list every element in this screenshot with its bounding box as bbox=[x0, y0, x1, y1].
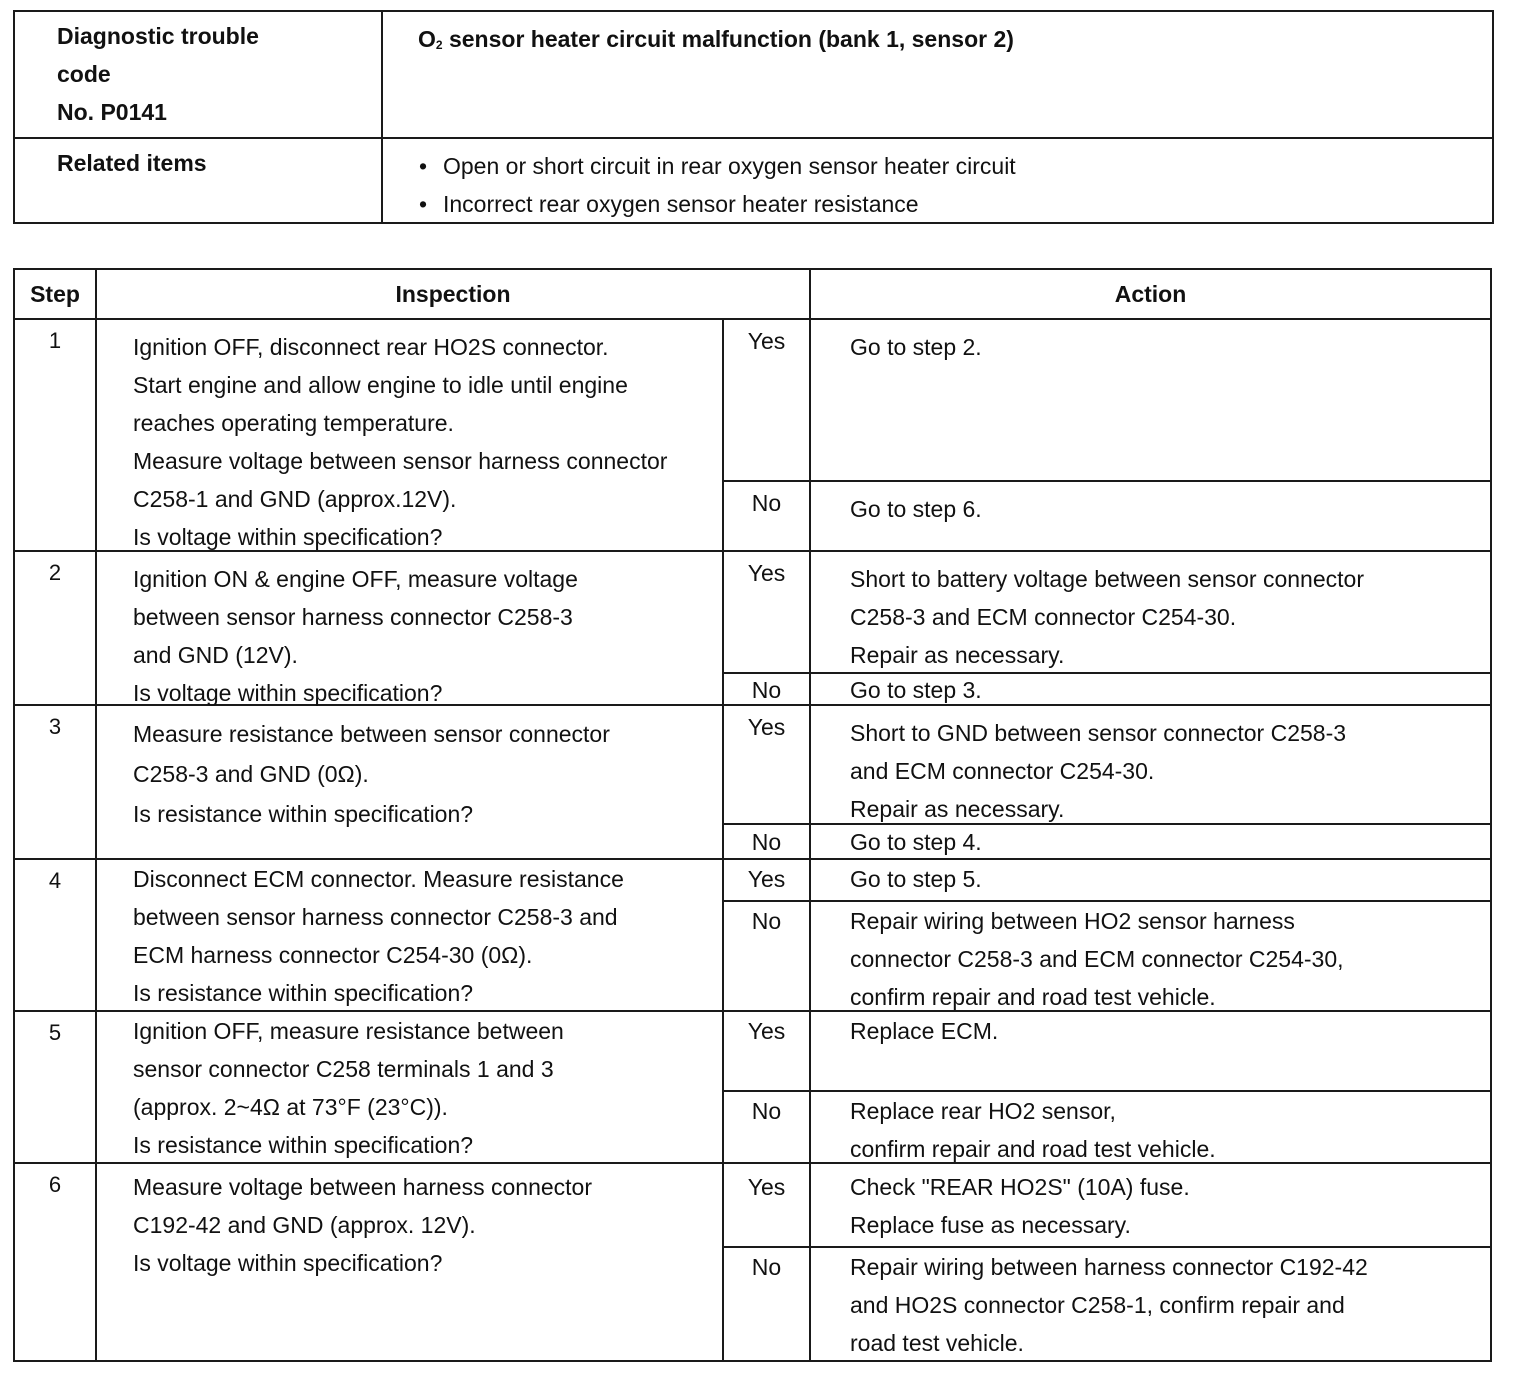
related-items-list bbox=[418, 147, 1492, 223]
no-label: No bbox=[724, 674, 811, 704]
step-inspection bbox=[97, 706, 724, 858]
dtc-title-cell bbox=[383, 12, 1492, 137]
inspection-line: C258-3 and GND (0Ω). bbox=[133, 761, 369, 787]
dtc-code-row bbox=[15, 12, 1492, 139]
yes-action bbox=[811, 706, 1490, 823]
inspection-line: Is voltage within specification? bbox=[133, 680, 443, 706]
step-inspection bbox=[97, 320, 724, 550]
yes-action bbox=[811, 320, 1490, 480]
step-number: 4 bbox=[15, 860, 97, 1010]
inspection-line: C258-1 and GND (approx.12V). bbox=[133, 486, 457, 512]
no-action bbox=[811, 1092, 1490, 1162]
step-number: 1 bbox=[15, 320, 97, 550]
answer-yes bbox=[724, 320, 1490, 480]
no-action bbox=[811, 482, 1490, 550]
inspection-line: Measure resistance between sensor connector bbox=[133, 721, 610, 747]
related-item: • Open or short circuit in rear oxygen sensor heater circuit bbox=[418, 147, 1492, 185]
no-action bbox=[811, 1248, 1490, 1360]
yes-label: Yes bbox=[724, 320, 811, 480]
inspection-line: between sensor harness connector C258-3 bbox=[133, 604, 573, 630]
action-line: and HO2S connector C258-1, confirm repair and bbox=[850, 1292, 1345, 1318]
answer-no bbox=[724, 672, 1490, 704]
answer-yes bbox=[724, 552, 1490, 672]
inspection-line: Ignition OFF, measure resistance between bbox=[133, 1018, 564, 1044]
inspection-line: Disconnect ECM connector. Measure resistance bbox=[133, 866, 624, 892]
inspection-line: Is resistance within specification? bbox=[133, 980, 474, 1006]
column-header-step: Step bbox=[15, 270, 97, 320]
diagnostic-steps-table bbox=[13, 268, 1492, 1362]
no-action bbox=[811, 825, 1490, 858]
answer-yes bbox=[724, 1012, 1490, 1090]
dtc-title-subscript: 2 bbox=[435, 38, 443, 52]
inspection-line: Ignition ON & engine OFF, measure voltage bbox=[133, 566, 578, 592]
inspection-line: between sensor harness connector C258-3 and bbox=[133, 904, 618, 930]
yes-label: Yes bbox=[724, 1164, 811, 1246]
no-action bbox=[811, 674, 1490, 704]
inspection-line: sensor connector C258 terminals 1 and 3 bbox=[133, 1056, 554, 1082]
inspection-line: Measure voltage between sensor harness connector bbox=[133, 448, 668, 474]
action-line: confirm repair and road test vehicle. bbox=[850, 984, 1216, 1010]
yes-label: Yes bbox=[724, 1012, 811, 1090]
action-line: C258-3 and ECM connector C254-30. bbox=[850, 604, 1237, 630]
dtc-label-line: code bbox=[57, 61, 111, 87]
answer-no bbox=[724, 1090, 1490, 1162]
step-inspection bbox=[97, 860, 724, 1010]
inspection-line: reaches operating temperature. bbox=[133, 410, 454, 436]
step-inspection bbox=[97, 1012, 724, 1162]
action-line: connector C258-3 and ECM connector C254-30, bbox=[850, 946, 1344, 972]
step-inspection bbox=[97, 1164, 724, 1360]
action-line: Go to step 5. bbox=[850, 866, 982, 892]
step-inspection bbox=[97, 552, 724, 704]
step-row-2 bbox=[15, 552, 1490, 706]
no-label: No bbox=[724, 902, 811, 1010]
answer-no bbox=[724, 823, 1490, 858]
action-line: Go to step 4. bbox=[850, 829, 982, 855]
yes-action bbox=[811, 552, 1490, 672]
action-line: Repair as necessary. bbox=[850, 642, 1065, 668]
inspection-line: Measure voltage between harness connector bbox=[133, 1174, 593, 1200]
step-row-4 bbox=[15, 860, 1490, 1012]
related-label-text: Related items bbox=[57, 150, 207, 176]
yes-label: Yes bbox=[724, 552, 811, 672]
inspection-line: Is voltage within specification? bbox=[133, 524, 443, 550]
inspection-line: ECM harness connector C254-30 (0Ω). bbox=[133, 942, 533, 968]
answer-yes bbox=[724, 1164, 1490, 1246]
related-items-cell bbox=[383, 139, 1492, 222]
inspection-line: C192-42 and GND (approx. 12V). bbox=[133, 1212, 476, 1238]
no-label: No bbox=[724, 482, 811, 550]
yes-label: Yes bbox=[724, 706, 811, 823]
action-line: Replace ECM. bbox=[850, 1018, 999, 1044]
action-line: Check "REAR HO2S" (10A) fuse. bbox=[850, 1174, 1190, 1200]
action-line: and ECM connector C254-30. bbox=[850, 758, 1155, 784]
dtc-code-label bbox=[15, 12, 383, 137]
column-header-action: Action bbox=[811, 270, 1490, 320]
step-number: 5 bbox=[15, 1012, 97, 1162]
no-label: No bbox=[724, 825, 811, 858]
column-header-inspection: Inspection bbox=[97, 270, 811, 320]
dtc-label-line: No. P0141 bbox=[57, 99, 167, 125]
dtc-title-prefix: O bbox=[418, 26, 436, 52]
inspection-line: and GND (12V). bbox=[133, 642, 298, 668]
step-number: 6 bbox=[15, 1164, 97, 1360]
answer-no bbox=[724, 480, 1490, 550]
no-action bbox=[811, 902, 1490, 1010]
step-number: 3 bbox=[15, 706, 97, 858]
inspection-line: Ignition OFF, disconnect rear HO2S connector. bbox=[133, 334, 609, 360]
step-row-1 bbox=[15, 320, 1490, 552]
action-line: Short to GND between sensor connector C258-3 bbox=[850, 720, 1347, 746]
action-line: Go to step 6. bbox=[850, 496, 982, 522]
yes-action bbox=[811, 1164, 1490, 1246]
action-line: Repair as necessary. bbox=[850, 796, 1065, 822]
yes-action bbox=[811, 1012, 1490, 1090]
action-line: Replace rear HO2 sensor, bbox=[850, 1098, 1116, 1124]
related-items-label bbox=[15, 139, 383, 222]
inspection-line: Start engine and allow engine to idle until engine bbox=[133, 372, 628, 398]
answer-yes bbox=[724, 706, 1490, 823]
action-line: Repair wiring between harness connector C192-42 bbox=[850, 1254, 1368, 1280]
inspection-line: (approx. 2~4Ω at 73°F (23°C)). bbox=[133, 1094, 448, 1120]
answer-yes bbox=[724, 860, 1490, 900]
yes-label: Yes bbox=[724, 860, 811, 900]
dtc-title bbox=[418, 26, 1014, 52]
yes-action bbox=[811, 860, 1490, 900]
action-line: Go to step 2. bbox=[850, 334, 982, 360]
action-line: Replace fuse as necessary. bbox=[850, 1212, 1131, 1238]
answer-no bbox=[724, 1246, 1490, 1360]
step-row-3 bbox=[15, 706, 1490, 860]
answer-no bbox=[724, 900, 1490, 1010]
action-line: road test vehicle. bbox=[850, 1330, 1024, 1356]
action-line: Repair wiring between HO2 sensor harness bbox=[850, 908, 1295, 934]
inspection-line: Is resistance within specification? bbox=[133, 1132, 474, 1158]
inspection-line: Is voltage within specification? bbox=[133, 1250, 443, 1276]
no-label: No bbox=[724, 1092, 811, 1162]
related-item: • Incorrect rear oxygen sensor heater resistance bbox=[418, 185, 1492, 223]
step-number: 2 bbox=[15, 552, 97, 704]
no-label: No bbox=[724, 1248, 811, 1360]
dtc-title-rest: sensor heater circuit malfunction (bank 1, sensor 2) bbox=[442, 26, 1014, 52]
dtc-header-table bbox=[13, 10, 1494, 224]
dtc-label-line: Diagnostic trouble bbox=[57, 23, 259, 49]
step-row-6 bbox=[15, 1164, 1490, 1360]
inspection-line: Is resistance within specification? bbox=[133, 801, 474, 827]
action-line: Short to battery voltage between sensor connector bbox=[850, 566, 1364, 592]
action-line: Go to step 3. bbox=[850, 677, 982, 703]
related-items-row bbox=[15, 139, 1492, 222]
step-row-5 bbox=[15, 1012, 1490, 1164]
action-line: confirm repair and road test vehicle. bbox=[850, 1136, 1216, 1162]
